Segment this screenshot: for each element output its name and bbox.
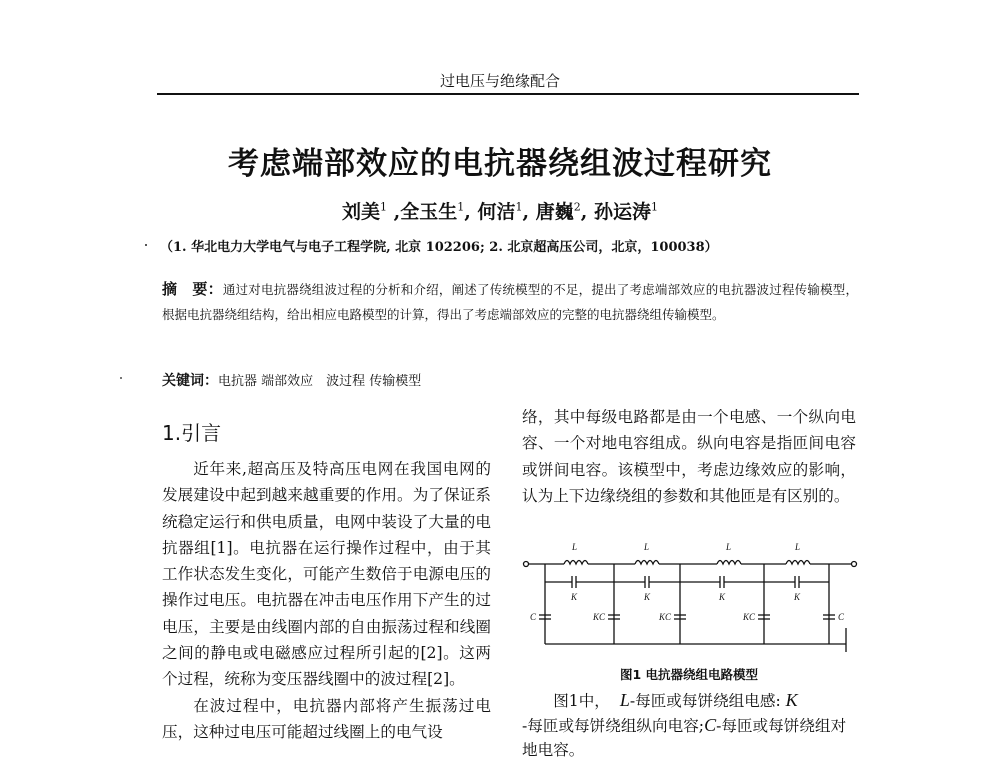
inductor-3 xyxy=(717,561,741,565)
label-K: K xyxy=(644,592,651,602)
legend-line xyxy=(522,713,860,762)
label-KC: KC xyxy=(593,612,606,622)
author-name: 唐巍 xyxy=(535,201,574,223)
label-K: K xyxy=(719,592,726,602)
author-name: 全玉生 xyxy=(400,201,458,223)
label-C: C xyxy=(530,612,537,622)
header-rule xyxy=(157,93,859,95)
legend-desc: -每匝或每饼绕组纵向电容; xyxy=(522,717,705,735)
label-L: L xyxy=(644,542,650,552)
author-list: 刘美$^1$ ,全玉生$^1$, 何洁$^1$, 唐巍$^2$, 孙运涛$^1$ xyxy=(341,200,658,223)
author-affil-mark: 1 xyxy=(457,200,465,214)
legend-intro: 图1中， xyxy=(553,692,610,710)
legend-line xyxy=(522,688,860,713)
scan-speck xyxy=(145,244,147,246)
label-K: K xyxy=(794,592,801,602)
label-L: L xyxy=(795,542,801,552)
figure-legend xyxy=(522,688,860,762)
abstract-block xyxy=(162,277,858,327)
label-L: L xyxy=(572,542,578,552)
legend-symbol: C xyxy=(704,715,717,735)
inductor-2 xyxy=(635,561,659,565)
label-C: C xyxy=(838,612,845,622)
keywords-text: 电抗器 端部效应 波过程 传输模型 xyxy=(218,374,422,389)
affiliation-line: （1. 华北电力大学电气与电子工程学院, 北京 102206; 2. 北京超高压公司，北京，100038） xyxy=(160,240,718,255)
abstract-text: 通过对电抗器绕组波过程的分析和介绍，阐述了传统模型的不足，提出了考虑端部效应的电抗器波过程传输模型，根据电抗器绕组结构，给出相应电路模型的计算，得出了考虑端部效应的完整的电抗器绕组传输模型。 xyxy=(162,282,858,322)
body-paragraph: 在波过程中，电抗器内部将产生振荡过电压，这种过电压可能超过线圈上的电气设 xyxy=(162,696,491,741)
journal-section-header: 过电压与绝缘配合 xyxy=(439,72,560,90)
legend-symbol: K xyxy=(785,690,798,710)
inductor-1 xyxy=(564,561,588,565)
label-KC: KC xyxy=(743,612,756,622)
paper-title: 考虑端部效应的电抗器绕组波过程研究 xyxy=(228,146,772,182)
author-name: 刘美 xyxy=(341,201,380,223)
inductor-4 xyxy=(786,561,810,565)
scan-speck xyxy=(120,377,122,379)
author-name: 孙运涛 xyxy=(593,201,651,223)
legend-symbol: L xyxy=(619,690,630,710)
author-name: 何洁 xyxy=(477,201,516,223)
left-column xyxy=(162,456,491,745)
legend-desc: -每匝或每饼绕组电感: xyxy=(629,692,781,710)
author-affil-mark: 1 xyxy=(515,200,523,214)
abstract-label: 摘 要： xyxy=(162,280,223,298)
body-paragraph: 近年来,超高压及特高压电网在我国电网的发展建设中起到越来越重要的作用。为了保证系统稳定运行和供电质量，电网中装设了大量的电抗器组[1]。电抗器在运行操作过程中，由于其工作状态发生变化，可能产生数倍于电源电压的操作过电压。电抗器在冲击电压作用下产生的过电压，主要是由线圈内部的自由振荡过程和线圈之间的静电或电磁感应过程所引起的[2]。这两个过程，统称为变压器线圈中的波过程[2]。 xyxy=(162,460,491,689)
label-KC: KC xyxy=(659,612,672,622)
section-heading: 1.引言 xyxy=(162,421,222,445)
author-affil-mark: 2 xyxy=(573,200,581,214)
terminal-left xyxy=(524,562,529,567)
right-column xyxy=(522,404,856,509)
label-L: L xyxy=(726,542,732,552)
keywords-label: 关键词： xyxy=(162,373,218,389)
body-paragraph: 络，其中每级电路都是由一个电感、一个纵向电容、一个对地电容组成。纵向电容是指匝间电容或饼间电容。该模型中，考虑边缘效应的影响，认为上下边缘绕组的参数和其他匝是有区别的。 xyxy=(522,408,856,505)
legend-desc: -每匝或每饼绕组对地电容。 xyxy=(522,717,847,759)
author-affil-mark: 1 xyxy=(380,200,387,214)
terminal-right xyxy=(852,562,857,567)
keywords-line xyxy=(162,370,858,390)
label-K: K xyxy=(571,592,578,602)
author-affil-mark: 1 xyxy=(651,200,658,214)
figure-caption: 图1 电抗器绕组电路模型 xyxy=(619,667,759,682)
circuit-diagram xyxy=(520,538,860,660)
